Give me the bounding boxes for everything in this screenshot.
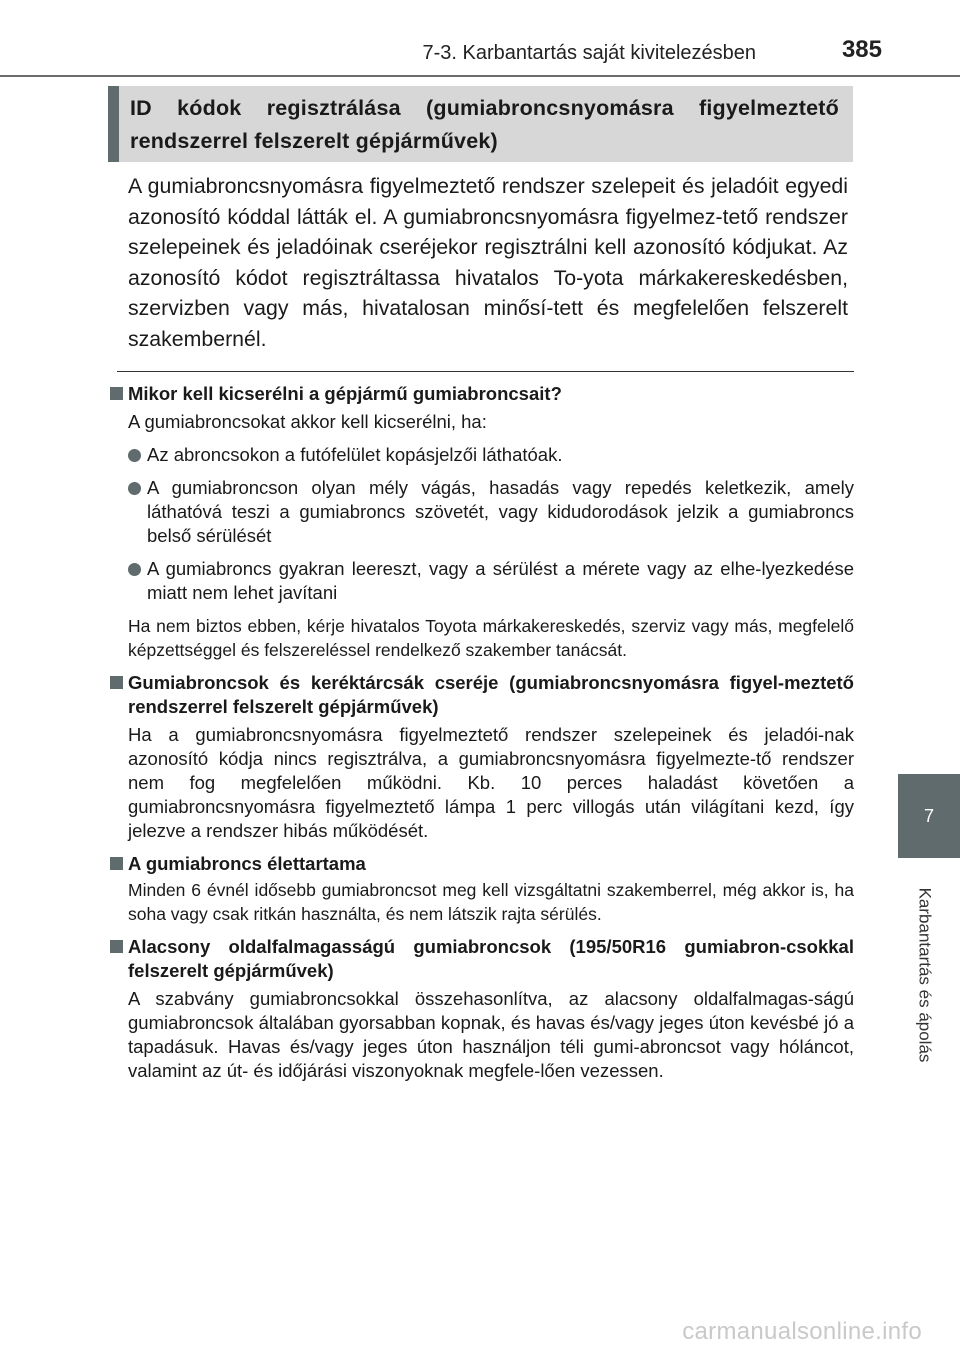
item-heading: Alacsony oldalfalmagasságú gumiabroncsok (195/50R16 gumiabron-csokkal felszerelt gépjárművek) — [128, 936, 854, 981]
item-low-profile-tires — [110, 935, 854, 1083]
item-heading: Gumiabroncsok és keréktárcsák cseréje (gumiabroncsnyomásra figyel-meztető rendszerrel felszerelt gépjárművek) — [128, 672, 854, 717]
square-bullet-icon — [110, 940, 123, 953]
list-item-text: A gumiabroncs gyakran leereszt, vagy a sérülést a mérete vagy az elhe-lyezkedése miatt nem lehet javítani — [147, 558, 854, 603]
item-tire-wheel-replacement — [110, 671, 854, 843]
chapter-side-label — [910, 870, 938, 1080]
round-bullet-icon — [128, 482, 141, 495]
list-item — [110, 476, 854, 548]
page-header — [0, 0, 960, 82]
square-bullet-icon — [110, 857, 123, 870]
square-bullet-icon — [110, 387, 123, 400]
list-item-text: Az abroncsokon a futófelület kopásjelzői láthatóak. — [147, 444, 563, 465]
header-rule — [0, 75, 960, 77]
round-bullet-icon — [128, 563, 141, 576]
content-area — [110, 382, 854, 1092]
item-text: Minden 6 évnél idősebb gumiabroncsot meg kell vizsgáltatni szakemberrel, még akkor is, ha soha vagy csak ritkán használta, és nem látszik rajta sérülés. — [128, 880, 854, 924]
item-heading: Mikor kell kicserélni a gépjármű gumiabroncsait? — [128, 383, 562, 404]
item-text: Ha a gumiabroncsnyomásra figyelmeztető rendszer szelepeinek és jeladói-nak azonosító kódja nincs regisztrálva, a gumiabroncsnyomásra figyelmezte-tő rendszer nem fog megfelelően működni. Kb. 10 perces haladást követően a gumiabroncsnyomásra figyelmeztető lámpa 1 perc villogás után világítani kezd, így jelezve a rendszer hibás működését. — [128, 724, 854, 841]
section-header-title: ID kódok regisztrálása (gumiabroncsnyomásra figyelmeztető rendszerrel felszerelt gépjárművek) — [130, 96, 839, 153]
item-tire-replacement-when — [110, 382, 854, 662]
chapter-side-label-text: Karbantartás és ápolás — [915, 887, 934, 1063]
intro-paragraph: A gumiabroncsnyomásra figyelmeztető rendszer szelepeit és jeladóit egyedi azonosító kóddal látták el. A gumiabroncsnyomásra figyelmez-tető rendszer szelepeinek és jeladóinak cseréjekor regisztrálni kell azonosító kódjukat. Az azonosító kódot regisztráltassa hivatalos To-yota márkakereskedésben, szervizben vagy más, hivatalosan minősí-tett és megfelelően felszerelt szakembernél. — [128, 174, 848, 351]
list-item — [110, 557, 854, 605]
header-section-title: 7-3. Karbantartás saját kivitelezésben — [422, 42, 756, 64]
item-heading: A gumiabroncs élettartama — [128, 853, 366, 874]
section-header-box — [108, 86, 853, 162]
chapter-tab — [898, 774, 960, 858]
item-text: A gumiabroncsokat akkor kell kicserélni, ha: — [128, 411, 487, 432]
round-bullet-icon — [128, 449, 141, 462]
section-divider — [117, 371, 854, 372]
list-item — [110, 443, 854, 467]
item-tire-lifespan — [110, 852, 854, 926]
item-note: Ha nem biztos ebben, kérje hivatalos Toyota márkakereskedés, szerviz vagy más, megfelelő képzettséggel és felszereléssel rendelkező szakember tanácsát. — [128, 616, 854, 660]
page-number: 385 — [841, 36, 882, 63]
list-item-text: A gumiabroncson olyan mély vágás, hasadás vagy repedés keletkezik, amely láthatóvá teszi a gumiabroncs szövetét, vagy kidudorodások jelzik a gumiabroncs belső sérülését — [147, 477, 854, 546]
item-text: A szabvány gumiabroncsokkal összehasonlítva, az alacsony oldalfalmagas-ságú gumiabroncsok általában gyorsabban kopnak, és havas és/vagy jeges úton kevésbé jó a tapadásuk. Havas és/vagy jeges úton használjon téli gumi-abroncsot vagy hóláncot, valamint az út- és időjárási viszonyoknak megfele-lően vezessen. — [128, 988, 854, 1081]
chapter-tab-number: 7 — [923, 805, 934, 826]
watermark-text: carmanualsonline.info — [682, 1318, 922, 1345]
square-bullet-icon — [110, 676, 123, 689]
